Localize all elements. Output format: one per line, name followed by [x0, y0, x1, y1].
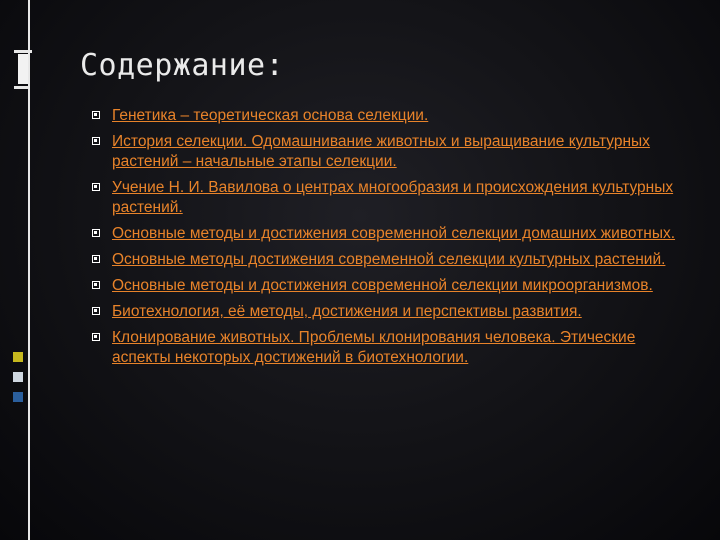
decorative-block [18, 54, 28, 84]
list-item [92, 106, 692, 126]
square-bullet-icon [92, 111, 100, 119]
decorative-line-bottom [14, 86, 28, 89]
light-square-decoration [13, 372, 23, 382]
contents-link[interactable]: Биотехнология, её методы, достижения и перспективы развития. [112, 303, 582, 320]
left-vertical-rule [28, 0, 30, 540]
contents-link[interactable]: История селекции. Одомашнивание животных и выращивание культурных растений – начальные этапы селекции. [112, 133, 650, 170]
square-bullet-icon [92, 229, 100, 237]
contents-link[interactable]: Клонирование животных. Проблемы клонирования человека. Этические аспекты некоторых достижений в биотехнологии. [112, 329, 636, 366]
side-decorative-squares [13, 352, 27, 402]
contents-list [92, 106, 692, 374]
list-item [92, 178, 692, 218]
contents-link[interactable]: Генетика – теоретическая основа селекции. [112, 107, 429, 124]
square-bullet-icon [92, 255, 100, 263]
square-bullet-icon [92, 333, 100, 341]
yellow-square-decoration [13, 352, 23, 362]
list-item [92, 224, 692, 244]
contents-link[interactable]: Основные методы и достижения современной селекции домашних животных. [112, 225, 676, 242]
slide-title: Содержание: [80, 48, 285, 83]
list-item [92, 250, 692, 270]
decorative-line-top [14, 50, 32, 53]
contents-link[interactable]: Основные методы достижения современной селекции культурных растений. [112, 251, 666, 268]
list-item [92, 276, 692, 296]
contents-link[interactable]: Основные методы и достижения современной селекции микроорганизмов. [112, 277, 653, 294]
square-bullet-icon [92, 307, 100, 315]
blue-square-decoration [13, 392, 23, 402]
contents-link[interactable]: Учение Н. И. Вавилова о центрах многообразия и происхождения культурных растений. [112, 179, 674, 216]
list-item [92, 328, 692, 368]
list-item [92, 132, 692, 172]
square-bullet-icon [92, 281, 100, 289]
square-bullet-icon [92, 137, 100, 145]
list-item [92, 302, 692, 322]
square-bullet-icon [92, 183, 100, 191]
